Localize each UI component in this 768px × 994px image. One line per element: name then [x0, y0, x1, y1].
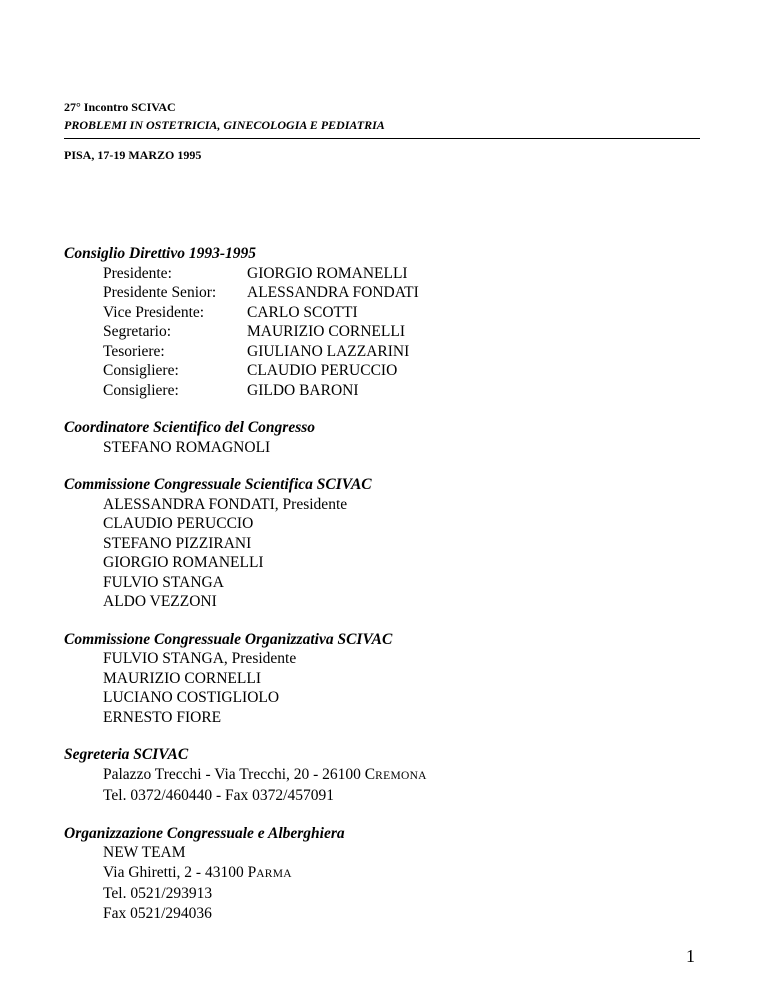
section-title: Consiglio Direttivo 1993-1995 — [64, 245, 257, 262]
section-title: Coordinatore Scientifico del Congresso — [64, 419, 316, 436]
member-name: ALESSANDRA FONDATI — [247, 284, 419, 301]
member-row — [103, 361, 704, 381]
commissione-organizzativa-list — [64, 649, 704, 727]
person-name: FULVIO STANGA — [103, 573, 224, 591]
conference-title: 27° Incontro SCIVAC — [64, 100, 176, 114]
segreteria-contact — [64, 765, 704, 806]
person-name: STEFANO PIZZIRANI — [103, 534, 252, 552]
member-row — [103, 264, 704, 284]
document-body — [64, 244, 704, 941]
fax-line: Fax 0521/294036 — [103, 904, 212, 922]
member-name: CARLO SCOTTI — [247, 303, 358, 321]
segreteria-section — [64, 745, 704, 806]
phone-line: Tel. 0521/293913 — [103, 885, 213, 902]
person-name: FULVIO STANGA, Presidente — [103, 650, 297, 667]
member-name: CLAUDIO PERUCCIO — [247, 362, 398, 379]
person-name: ERNESTO FIORE — [103, 708, 222, 726]
organizzazione-contact — [64, 843, 704, 923]
member-role: Presidente: — [103, 264, 172, 282]
member-role: Consigliere: — [103, 381, 179, 399]
address-line — [103, 765, 704, 787]
address-city: ARMA — [256, 867, 292, 880]
member-row — [103, 303, 704, 323]
person-name: CLAUDIO PERUCCIO — [103, 515, 254, 532]
person-name: STEFANO ROMAGNOLI — [103, 438, 271, 456]
member-role: Tesoriere: — [103, 342, 165, 360]
member-role: Vice Presidente: — [103, 303, 205, 321]
address-main: Via Ghiretti, 2 - 43100 P — [103, 863, 257, 881]
address-line — [103, 863, 704, 885]
commissione-organizzativa-section — [64, 630, 704, 728]
header-divider — [64, 138, 700, 139]
conference-location: PISA, 17-19 MARZO 1995 — [64, 148, 202, 162]
section-title: Commissione Congressuale Scientifica SCIVAC — [64, 476, 372, 493]
member-row — [103, 381, 704, 401]
member-name: GIORGIO ROMANELLI — [247, 264, 408, 282]
coordinatore-section — [64, 418, 704, 457]
coordinatore-list — [64, 438, 704, 458]
section-title: Commissione Congressuale Organizzativa SCIVAC — [64, 630, 393, 648]
consiglio-section — [64, 244, 704, 400]
member-row — [103, 322, 704, 342]
person-name: LUCIANO COSTIGLIOLO — [103, 689, 280, 706]
member-role: Segretario: — [103, 323, 172, 340]
address-city: REMONA — [375, 769, 427, 782]
member-name: MAURIZIO CORNELLI — [247, 323, 405, 340]
member-row — [103, 342, 704, 362]
commissione-scientifica-list — [64, 495, 704, 612]
conference-subtitle: PROBLEMI IN OSTETRICIA, GINECOLOGIA E PEDIATRIA — [64, 118, 385, 132]
person-name: ALESSANDRA FONDATI, Presidente — [103, 495, 348, 513]
phone-line: Tel. 0372/460440 - Fax 0372/457091 — [103, 787, 334, 804]
person-name: GIORGIO ROMANELLI — [103, 554, 264, 571]
document-header — [64, 98, 385, 134]
member-role: Consigliere: — [103, 362, 179, 379]
commissione-scientifica-section — [64, 475, 704, 612]
member-name: GILDO BARONI — [247, 381, 359, 399]
person-name: MAURIZIO CORNELLI — [103, 669, 261, 687]
member-role: Presidente Senior: — [103, 284, 217, 301]
address-main: Palazzo Trecchi - Via Trecchi, 20 - 26100 C — [103, 765, 376, 783]
member-name: GIULIANO LAZZARINI — [247, 342, 410, 360]
member-list — [64, 264, 704, 401]
section-title: Segreteria SCIVAC — [64, 746, 189, 763]
page-number: 1 — [686, 946, 695, 966]
member-row — [103, 283, 704, 303]
section-title: Organizzazione Congressuale e Alberghiera — [64, 824, 345, 842]
company-name: NEW TEAM — [103, 844, 186, 861]
organizzazione-section — [64, 824, 704, 924]
person-name: ALDO VEZZONI — [103, 593, 217, 610]
